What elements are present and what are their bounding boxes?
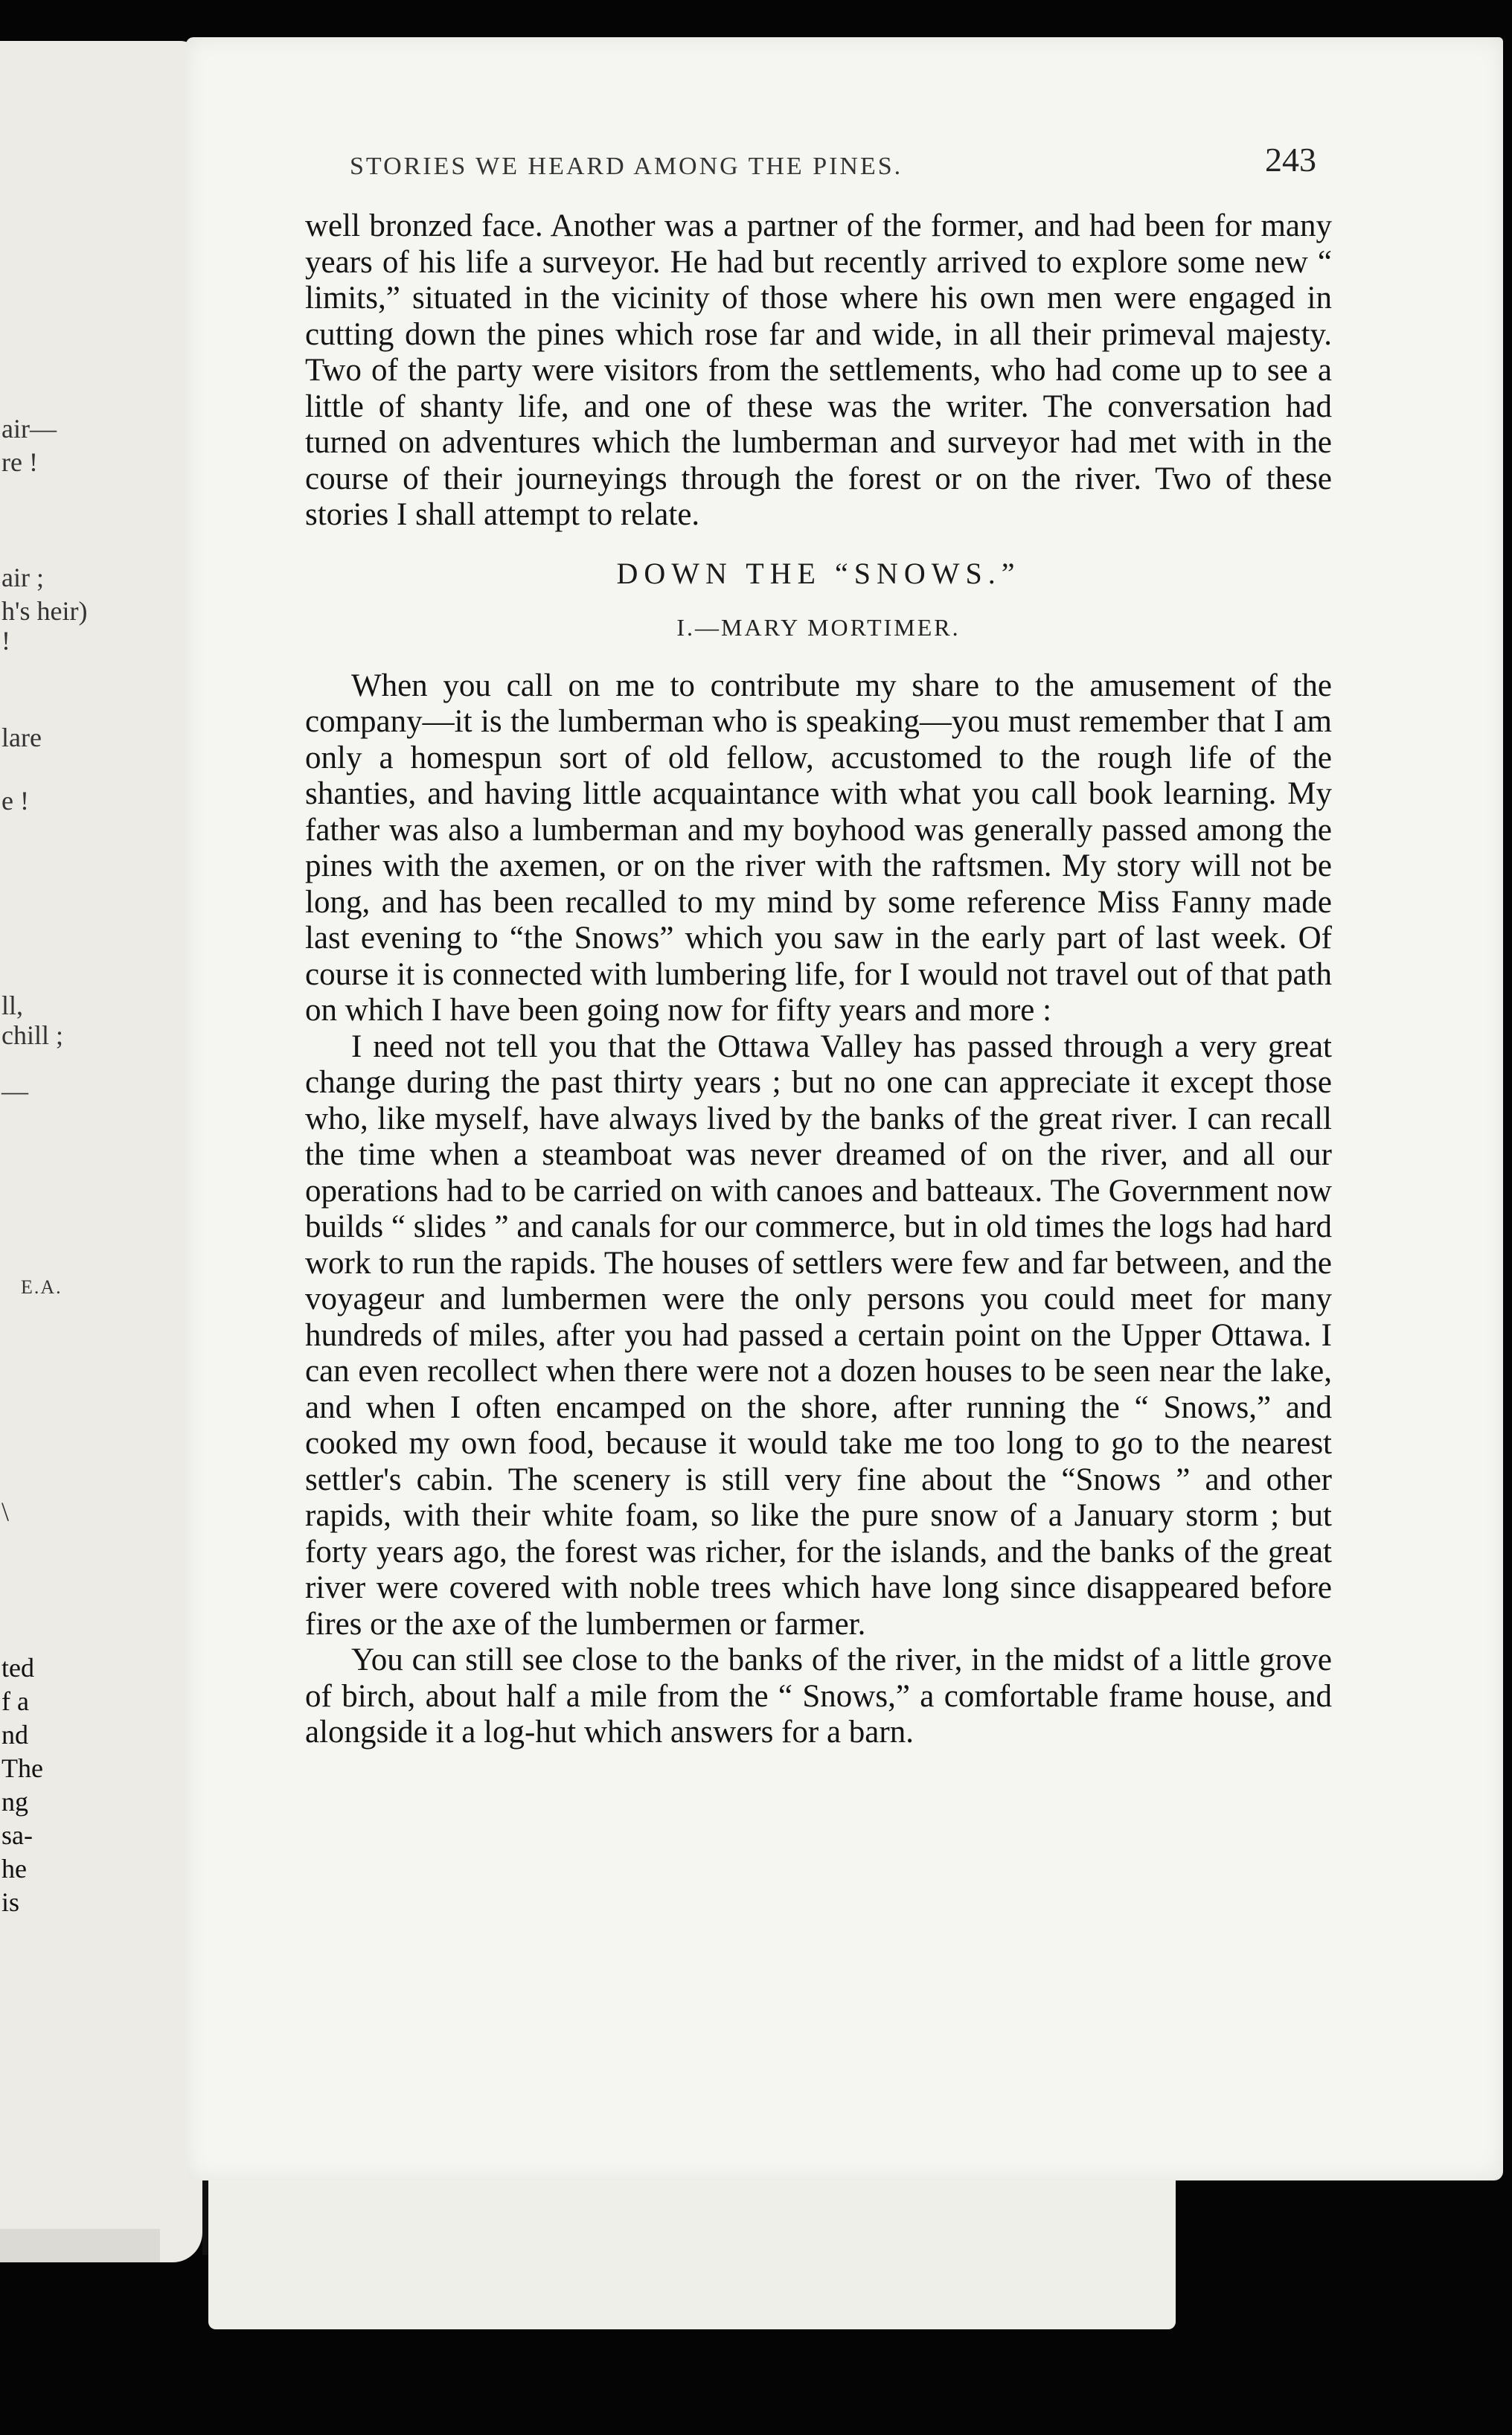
intro-paragraph: well bronzed face. Another was a partner of the former, and had been for many years of his life a surveyor. He had but recently arrived to explore some new “ limits,” situated in the vicinity of those where his own men were engaged in cutting down the pines which rose far and wide, in all their primeval majesty. Two of the party were visitors from the settlements, who had come up to see a little of shanty life, and one of these was the writer. The conversation had turned on adventures which the lumberman and surveyor had met with in the course of their journeyings through the forest or on the river. Two of these stories I shall attempt to relate. (305, 208, 1332, 532)
page-number: 243 (1265, 141, 1316, 179)
left-page-fragment: sa- (1, 1820, 33, 1850)
left-page-fragment: ll, (1, 991, 24, 1020)
left-page-fragment: lare (1, 723, 42, 752)
left-page-fragment: air ; (1, 563, 44, 592)
left-page-fragment: nd (1, 1720, 28, 1750)
left-page-fragment: re ! (1, 447, 38, 477)
left-page-fragment: he (1, 1854, 27, 1884)
left-page-fragment: ng (1, 1787, 28, 1817)
left-page-fragment: e ! (1, 786, 29, 816)
left-page-fragment: \ (1, 1497, 10, 1526)
left-page-fragment: h's heir) (1, 596, 88, 626)
left-page-fragment: f a (1, 1686, 29, 1716)
chapter-title: I.—MARY MORTIMER. (676, 614, 961, 641)
left-page-fragment: chill ; (1, 1020, 63, 1050)
left-page-fragment: is (1, 1887, 20, 1917)
page-text (305, 208, 1332, 1751)
left-page-fragment: ted (1, 1653, 34, 1683)
left-page-edge (0, 2229, 160, 2262)
story-title: DOWN THE “SNOWS.” (616, 556, 1021, 590)
body-paragraph: You can still see close to the banks of the river, in the midst of a little grove of birch, about half a mile from the “ Snows,” a comfortable frame house, and alongside it a log-hut which answers for a barn. (305, 1642, 1332, 1750)
underlying-page-edge (208, 2180, 1176, 2329)
left-page-fragment: air— (1, 414, 57, 444)
body-paragraph: When you call on me to contribute my share to the amusement of the company—it is the lumberman who is speaking—you must remember that I am only a homespun sort of old fellow, accustomed to the rough life of the shanties, and having little acquaintance with what you call book learning. My father was also a lumberman and my boyhood was generally passed among the pines with the axemen, or on the river with the raftsmen. My story will not be long, and has been recalled to my mind by some reference Miss Fanny made last evening to “the Snows” which you saw in the early part of last week. Of course it is connected with lumbering life, for I would not travel out of that path on which I have been going now for fifty years and more : (305, 668, 1332, 1028)
left-page-fragment: — (1, 1076, 28, 1106)
body-paragraph: I need not tell you that the Ottawa Valley has passed through a very great change during the past thirty years ; but no one can appreciate it except those who, like myself, have always lived by the banks of the great river. I can recall the time when a steamboat was never dreamed of on the river, and all our operations had to be carried on with canoes and batteaux. The Government now builds “ slides ” and canals for our commerce, but in old times the logs had hard work to run the rapids. The houses of settlers were few and far between, and the voyageur and lumbermen were the only persons you could meet for many hundreds of miles, after you had passed a certain point on the Upper Ottawa. I can even recollect when there were not a dozen houses to be seen near the lake, and when I often encamped on the shore, after running the “ Snows,” and cooked my own food, because it would take me too long to go to the nearest settler's cabin. The scenery is still very fine about the “Snows ” and other rapids, with their white foam, so like the pure snow of a January storm ; but forty years ago, the forest was richer, for the islands, and the banks of the great river were covered with noble trees which have long since disappeared before fires or the axe of the lumbermen or farmer. (305, 1028, 1332, 1642)
left-page-fragment: E.A. (21, 1276, 63, 1298)
left-page-fragment: The (1, 1753, 43, 1783)
left-page (0, 41, 202, 2262)
left-page-fragment: ! (1, 626, 10, 656)
running-head: STORIES WE HEARD AMONG THE PINES. (350, 153, 903, 180)
